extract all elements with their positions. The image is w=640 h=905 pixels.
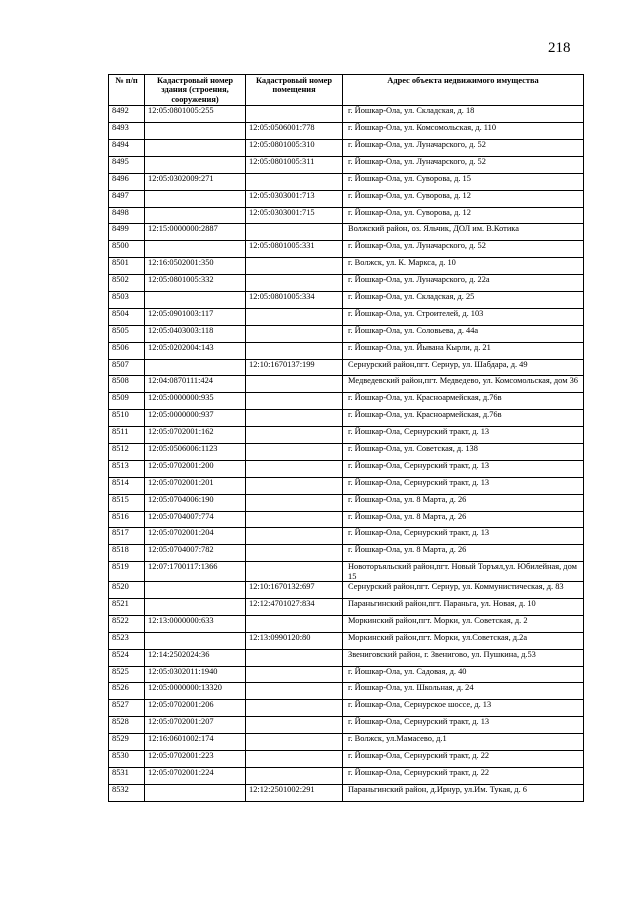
cell-building-cadastral-number: 12:05:0801005:255	[145, 106, 246, 123]
table-row	[109, 224, 584, 241]
cell-address: Параньгинский район,пгт. Параньга, ул. Новая, д. 10	[343, 598, 584, 615]
cell-building-cadastral-number: 12:05:0801005:332	[145, 275, 246, 292]
cell-row-number: 8518	[109, 545, 145, 562]
cell-address: г. Йошкар-Ола, ул. Комсомольская, д. 110	[343, 123, 584, 140]
cell-room-cadastral-number	[246, 258, 343, 275]
cell-address: г. Йошкар-Ола, Сернурский тракт, д. 22	[343, 767, 584, 784]
cell-address: г. Йошкар-Ола, ул. Соловьева, д. 44а	[343, 325, 584, 342]
table-row	[109, 359, 584, 376]
cell-room-cadastral-number	[246, 410, 343, 427]
cell-address: Параньгинский район, д.Ирнур, ул.Им. Тукая, д. 6	[343, 784, 584, 801]
cell-row-number: 8508	[109, 376, 145, 393]
cell-row-number: 8503	[109, 292, 145, 309]
cell-building-cadastral-number: 12:05:0000000:13320	[145, 683, 246, 700]
cell-row-number: 8495	[109, 156, 145, 173]
cell-room-cadastral-number: 12:05:0303001:715	[246, 207, 343, 224]
cell-building-cadastral-number	[145, 190, 246, 207]
cell-row-number: 8504	[109, 308, 145, 325]
table-row	[109, 275, 584, 292]
table-row	[109, 308, 584, 325]
cell-building-cadastral-number: 12:07:1700117:1366	[145, 562, 246, 582]
cell-room-cadastral-number	[246, 750, 343, 767]
table-row	[109, 258, 584, 275]
cell-building-cadastral-number: 12:05:0702001:206	[145, 700, 246, 717]
table-row	[109, 477, 584, 494]
cell-room-cadastral-number	[246, 224, 343, 241]
cell-address: г. Йошкар-Ола, ул. Красноармейская, д.76в	[343, 393, 584, 410]
cell-building-cadastral-number: 12:05:0702001:224	[145, 767, 246, 784]
cell-building-cadastral-number	[145, 784, 246, 801]
table-row	[109, 140, 584, 157]
cell-room-cadastral-number: 12:13:0990120:80	[246, 632, 343, 649]
table-row	[109, 342, 584, 359]
cell-building-cadastral-number: 12:05:0702001:162	[145, 427, 246, 444]
table-row	[109, 376, 584, 393]
table-row	[109, 545, 584, 562]
cell-address: г. Волжск, ул. К. Маркса, д. 10	[343, 258, 584, 275]
cell-row-number: 8523	[109, 632, 145, 649]
cell-room-cadastral-number	[246, 700, 343, 717]
table-row	[109, 494, 584, 511]
cell-address: Сернурский район,пгт. Сернур, ул. Шабдара, д. 49	[343, 359, 584, 376]
cell-room-cadastral-number	[246, 666, 343, 683]
table-row	[109, 649, 584, 666]
table-row	[109, 410, 584, 427]
cell-room-cadastral-number	[246, 545, 343, 562]
cell-building-cadastral-number: 12:05:0202004:143	[145, 342, 246, 359]
cell-room-cadastral-number: 12:05:0506001:778	[246, 123, 343, 140]
table-row	[109, 393, 584, 410]
table-row	[109, 784, 584, 801]
cell-address: г. Йошкар-Ола, ул. Советская, д. 138	[343, 444, 584, 461]
table-row	[109, 460, 584, 477]
cell-row-number: 8515	[109, 494, 145, 511]
table-row	[109, 767, 584, 784]
header-row-number: № п/п	[109, 75, 145, 106]
cell-building-cadastral-number: 12:05:0403003:118	[145, 325, 246, 342]
cell-room-cadastral-number	[246, 308, 343, 325]
cell-room-cadastral-number: 12:10:1670132:697	[246, 582, 343, 599]
cell-building-cadastral-number	[145, 156, 246, 173]
cell-building-cadastral-number: 12:05:0506006:1123	[145, 444, 246, 461]
cell-row-number: 8519	[109, 562, 145, 582]
table-row	[109, 717, 584, 734]
cell-building-cadastral-number: 12:05:0302009:271	[145, 173, 246, 190]
table-row	[109, 598, 584, 615]
cell-address: Звениговский район, г. Звенигово, ул. Пушкина, д.53	[343, 649, 584, 666]
cell-room-cadastral-number: 12:05:0801005:310	[246, 140, 343, 157]
table-header-row	[109, 75, 584, 106]
cell-address: г. Йошкар-Ола, Сернурское шоссе, д. 13	[343, 700, 584, 717]
cell-room-cadastral-number	[246, 444, 343, 461]
cell-address: г. Йошкар-Ола, ул. Суворова, д. 12	[343, 207, 584, 224]
cell-address: Волжский район, оз. Яльчик, ДОЛ им. В.Котика	[343, 224, 584, 241]
cell-building-cadastral-number: 12:05:0702001:204	[145, 528, 246, 545]
cell-building-cadastral-number: 12:05:0704007:774	[145, 511, 246, 528]
cell-room-cadastral-number	[246, 325, 343, 342]
cell-address: Сернурский район,пгт. Сернур, ул. Коммунистическая, д. 83	[343, 582, 584, 599]
table-row	[109, 700, 584, 717]
cell-building-cadastral-number: 12:14:2502024:36	[145, 649, 246, 666]
cell-row-number: 8531	[109, 767, 145, 784]
header-room-cadastral-number: Кадастровый номер помещения	[246, 75, 343, 106]
cell-building-cadastral-number: 12:13:0000000:633	[145, 615, 246, 632]
table-row	[109, 632, 584, 649]
cell-building-cadastral-number: 12:16:0502001:350	[145, 258, 246, 275]
cell-address: г. Йошкар-Ола, ул. Луначарского, д. 52	[343, 156, 584, 173]
cell-address: г. Йошкар-Ола, ул. Красноармейская, д.76в	[343, 410, 584, 427]
header-building-cadastral-number: Кадастровый номер здания (строения, сооружения)	[145, 75, 246, 106]
table-row	[109, 734, 584, 751]
cell-row-number: 8498	[109, 207, 145, 224]
cell-room-cadastral-number: 12:05:0801005:334	[246, 292, 343, 309]
cell-room-cadastral-number: 12:05:0303001:713	[246, 190, 343, 207]
cell-building-cadastral-number: 12:16:0601002:174	[145, 734, 246, 751]
cell-building-cadastral-number: 12:04:0870111:424	[145, 376, 246, 393]
cell-row-number: 8506	[109, 342, 145, 359]
cell-address: Новоторъяльский район,пгт. Новый Торъял,ул. Юбилейная, дом 15	[343, 562, 584, 582]
cell-room-cadastral-number	[246, 511, 343, 528]
cell-address: г. Йошкар-Ола, ул. 8 Марта, д. 26	[343, 511, 584, 528]
cell-building-cadastral-number	[145, 292, 246, 309]
table-row	[109, 427, 584, 444]
cell-row-number: 8532	[109, 784, 145, 801]
table-body	[109, 106, 584, 801]
cell-room-cadastral-number: 12:05:0801005:331	[246, 241, 343, 258]
cell-row-number: 8509	[109, 393, 145, 410]
cell-row-number: 8501	[109, 258, 145, 275]
cell-building-cadastral-number: 12:05:0302011:1940	[145, 666, 246, 683]
table-row	[109, 511, 584, 528]
cell-room-cadastral-number	[246, 460, 343, 477]
cell-building-cadastral-number: 12:05:0702001:223	[145, 750, 246, 767]
cell-building-cadastral-number: 12:05:0704007:782	[145, 545, 246, 562]
table-row	[109, 528, 584, 545]
table-row	[109, 207, 584, 224]
cell-row-number: 8520	[109, 582, 145, 599]
cell-row-number: 8493	[109, 123, 145, 140]
cell-row-number: 8521	[109, 598, 145, 615]
cell-building-cadastral-number	[145, 632, 246, 649]
cell-row-number: 8502	[109, 275, 145, 292]
table-row	[109, 582, 584, 599]
cell-address: г. Йошкар-Ола, Сернурский тракт, д. 13	[343, 528, 584, 545]
cell-address: г. Йошкар-Ола, Сернурский тракт, д. 13	[343, 477, 584, 494]
table-row	[109, 750, 584, 767]
cell-address: г. Йошкар-Ола, ул. Школьная, д. 24	[343, 683, 584, 700]
cell-room-cadastral-number	[246, 376, 343, 393]
table-row	[109, 444, 584, 461]
table-row	[109, 173, 584, 190]
table-row	[109, 156, 584, 173]
cell-address: г. Йошкар-Ола, Сернурский тракт, д. 22	[343, 750, 584, 767]
cell-row-number: 8499	[109, 224, 145, 241]
cell-row-number: 8494	[109, 140, 145, 157]
table-row	[109, 666, 584, 683]
cell-row-number: 8522	[109, 615, 145, 632]
cell-row-number: 8507	[109, 359, 145, 376]
cell-row-number: 8497	[109, 190, 145, 207]
table-row	[109, 106, 584, 123]
cell-room-cadastral-number: 12:05:0801005:311	[246, 156, 343, 173]
cell-row-number: 8530	[109, 750, 145, 767]
cell-address: г. Йошкар-Ола, ул. 8 Марта, д. 26	[343, 494, 584, 511]
page-number: 218	[548, 40, 571, 56]
table-row	[109, 241, 584, 258]
table-row	[109, 190, 584, 207]
table-row	[109, 292, 584, 309]
cell-row-number: 8510	[109, 410, 145, 427]
cell-room-cadastral-number	[246, 562, 343, 582]
cell-building-cadastral-number: 12:05:0704006:190	[145, 494, 246, 511]
cell-room-cadastral-number	[246, 494, 343, 511]
cell-row-number: 8524	[109, 649, 145, 666]
cell-building-cadastral-number: 12:05:0901003:117	[145, 308, 246, 325]
cell-room-cadastral-number	[246, 106, 343, 123]
cell-address: г. Йошкар-Ола, ул. Луначарского, д. 22а	[343, 275, 584, 292]
cell-room-cadastral-number	[246, 683, 343, 700]
cell-building-cadastral-number	[145, 123, 246, 140]
cell-row-number: 8500	[109, 241, 145, 258]
cell-row-number: 8517	[109, 528, 145, 545]
cell-address: г. Волжск, ул.Мамасево, д.1	[343, 734, 584, 751]
cell-address: г. Йошкар-Ола, ул. 8 Марта, д. 26	[343, 545, 584, 562]
cell-address: г. Йошкар-Ола, ул. Садовая, д. 40	[343, 666, 584, 683]
cell-row-number: 8526	[109, 683, 145, 700]
property-registry-table	[108, 74, 584, 802]
cell-address: Моркинский район,пгт. Морки, ул.Советская, д.2а	[343, 632, 584, 649]
cell-row-number: 8505	[109, 325, 145, 342]
cell-address: г. Йошкар-Ола, ул. Строителей, д. 103	[343, 308, 584, 325]
cell-room-cadastral-number	[246, 615, 343, 632]
cell-room-cadastral-number: 12:12:2501002:291	[246, 784, 343, 801]
cell-building-cadastral-number: 12:05:0702001:201	[145, 477, 246, 494]
cell-room-cadastral-number: 12:12:4701027:834	[246, 598, 343, 615]
cell-building-cadastral-number: 12:05:0000000:937	[145, 410, 246, 427]
table-row	[109, 123, 584, 140]
cell-room-cadastral-number	[246, 393, 343, 410]
cell-room-cadastral-number	[246, 528, 343, 545]
cell-building-cadastral-number	[145, 140, 246, 157]
cell-address: г. Йошкар-Ола, ул. Складская, д. 25	[343, 292, 584, 309]
cell-building-cadastral-number	[145, 359, 246, 376]
cell-row-number: 8513	[109, 460, 145, 477]
cell-building-cadastral-number	[145, 207, 246, 224]
cell-building-cadastral-number: 12:15:0000000:2887	[145, 224, 246, 241]
cell-address: г. Йошкар-Ола, Сернурский тракт, д. 13	[343, 717, 584, 734]
cell-row-number: 8496	[109, 173, 145, 190]
cell-building-cadastral-number	[145, 598, 246, 615]
cell-address: г. Йошкар-Ола, Сернурский тракт, д. 13	[343, 427, 584, 444]
cell-room-cadastral-number	[246, 427, 343, 444]
cell-row-number: 8492	[109, 106, 145, 123]
cell-room-cadastral-number	[246, 649, 343, 666]
cell-row-number: 8529	[109, 734, 145, 751]
cell-address: г. Йошкар-Ола, ул. Луначарского, д. 52	[343, 241, 584, 258]
cell-building-cadastral-number: 12:05:0702001:200	[145, 460, 246, 477]
cell-address: Медведевский район,пгт. Медведево, ул. Комсомольская, дом 36	[343, 376, 584, 393]
cell-room-cadastral-number: 12:10:1670137:199	[246, 359, 343, 376]
cell-building-cadastral-number	[145, 582, 246, 599]
cell-building-cadastral-number: 12:05:0000000:935	[145, 393, 246, 410]
cell-building-cadastral-number: 12:05:0702001:207	[145, 717, 246, 734]
cell-row-number: 8527	[109, 700, 145, 717]
cell-address: Моркинский район,пгт. Морки, ул. Советская, д. 2	[343, 615, 584, 632]
cell-address: г. Йошкар-Ола, ул. Складская, д. 18	[343, 106, 584, 123]
cell-room-cadastral-number	[246, 767, 343, 784]
cell-address: г. Йошкар-Ола, ул. Йывана Кырли, д. 21	[343, 342, 584, 359]
cell-room-cadastral-number	[246, 342, 343, 359]
table-row	[109, 562, 584, 582]
cell-room-cadastral-number	[246, 477, 343, 494]
cell-room-cadastral-number	[246, 734, 343, 751]
cell-room-cadastral-number	[246, 173, 343, 190]
cell-address: г. Йошкар-Ола, ул. Суворова, д. 15	[343, 173, 584, 190]
cell-row-number: 8514	[109, 477, 145, 494]
table-row	[109, 615, 584, 632]
cell-row-number: 8516	[109, 511, 145, 528]
cell-address: г. Йошкар-Ола, ул. Луначарского, д. 52	[343, 140, 584, 157]
cell-building-cadastral-number	[145, 241, 246, 258]
header-address: Адрес объекта недвижимого имущества	[343, 75, 584, 106]
cell-room-cadastral-number	[246, 717, 343, 734]
cell-row-number: 8511	[109, 427, 145, 444]
cell-address: г. Йошкар-Ола, Сернурский тракт, д. 13	[343, 460, 584, 477]
cell-row-number: 8528	[109, 717, 145, 734]
cell-address: г. Йошкар-Ола, ул. Суворова, д. 12	[343, 190, 584, 207]
cell-room-cadastral-number	[246, 275, 343, 292]
cell-row-number: 8525	[109, 666, 145, 683]
cell-row-number: 8512	[109, 444, 145, 461]
table-row	[109, 683, 584, 700]
table-row	[109, 325, 584, 342]
